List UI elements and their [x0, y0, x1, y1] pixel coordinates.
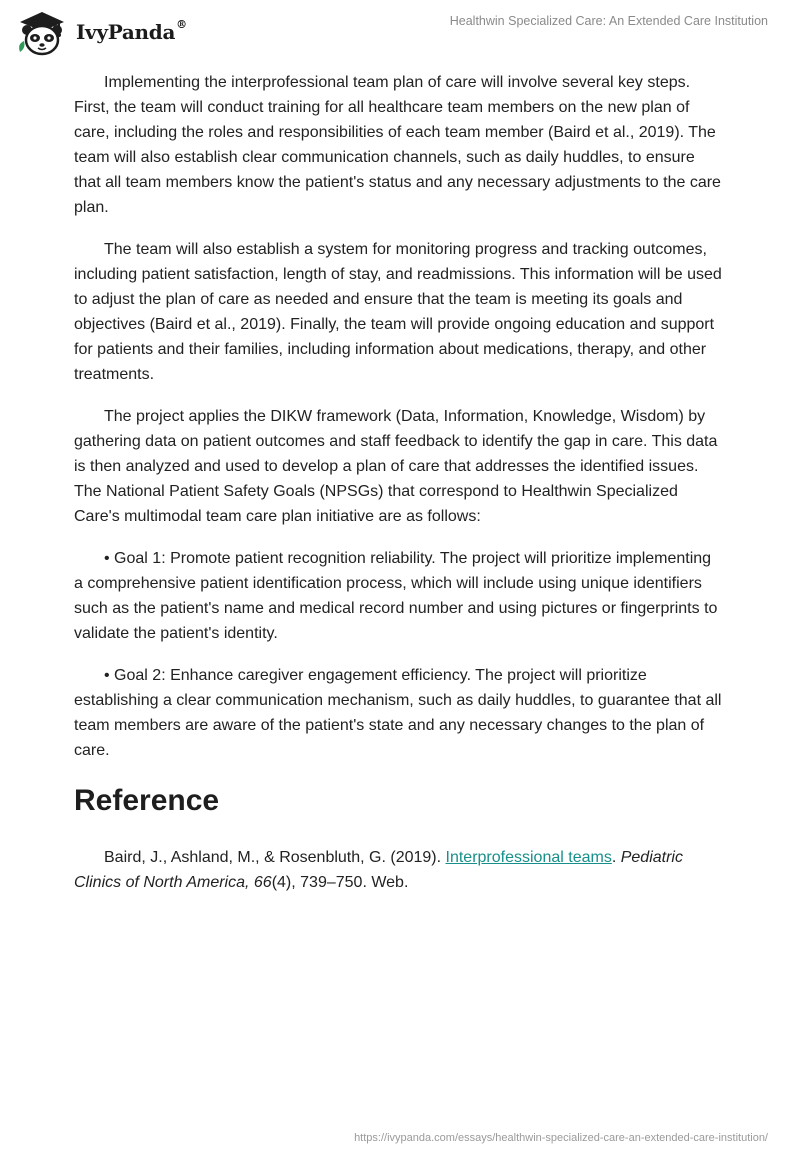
reference-issue-pages: (4), 739–750. Web. [271, 874, 409, 891]
goal-2-paragraph: • Goal 2: Enhance caregiver engagement efficiency. The project will prioritize establishing a clear communication mechanism, such as daily huddles, to guarantee that all team members are aware of the patient's state and any necessary changes to the plan of care. [74, 667, 722, 759]
reference-journal: Pediatric Clinics of North America, 66 [74, 849, 683, 891]
paragraph-2: The team will also establish a system for monitoring progress and tracking outcomes, including patient satisfaction, length of stay, and readmissions. This information will be used to adjust the plan of care as needed and ensure that the team is meeting its goals and objectives (Baird et al., 2019). Finally, the team will provide ongoing education and support for patients and their families, including information about medications, therapy, and other treatments. [74, 241, 722, 383]
panda-graduate-icon [14, 8, 70, 56]
brand-name: IvyPanda® [76, 18, 187, 44]
document-title: Healthwin Specialized Care: An Extended Care Institution [449, 14, 768, 28]
ivypanda-logo[interactable] [14, 8, 187, 56]
goal-1-paragraph: • Goal 1: Promote patient recognition reliability. The project will prioritize implementing a comprehensive patient identification process, which will include using unique identifiers such as the patient's name and medical record number and using pictures or fingerprints to validate the patient's identity. [74, 550, 718, 642]
reference-link-period: . [611, 849, 617, 866]
paragraph-1: Implementing the interprofessional team plan of care will involve several key steps. First, the team will conduct training for all healthcare team members on the new plan of care, including the roles and responsibilities of each team member (Baird et al., 2019). The team will also establish clear communication channels, such as daily huddles, to ensure that all team members know the patient's status and any necessary adjustments to the care plan. [74, 74, 721, 216]
essay-body [74, 70, 724, 895]
reference-authors: Baird, J., Ashland, M., & Rosenbluth, G. (2019). [104, 849, 442, 866]
reference-entry [74, 845, 724, 895]
registered-mark: ® [176, 18, 187, 31]
footer-url: https://ivypanda.com/essays/healthwin-specialized-care-an-extended-care-institution/ [354, 1132, 768, 1144]
page-header [0, 0, 800, 64]
reference-link[interactable]: Interprofessional teams [445, 849, 612, 866]
reference-heading: Reference [74, 784, 220, 817]
paragraph-3: The project applies the DIKW framework (Data, Information, Knowledge, Wisdom) by gathering data on patient outcomes and staff feedback to identify the gap in care. This data is then analyzed and used to develop a plan of care that addresses the identified issues. The National Patient Safety Goals (NPSGs) that correspond to Healthwin Specialized Care's multimodal team care plan initiative are as follows: [74, 408, 718, 525]
